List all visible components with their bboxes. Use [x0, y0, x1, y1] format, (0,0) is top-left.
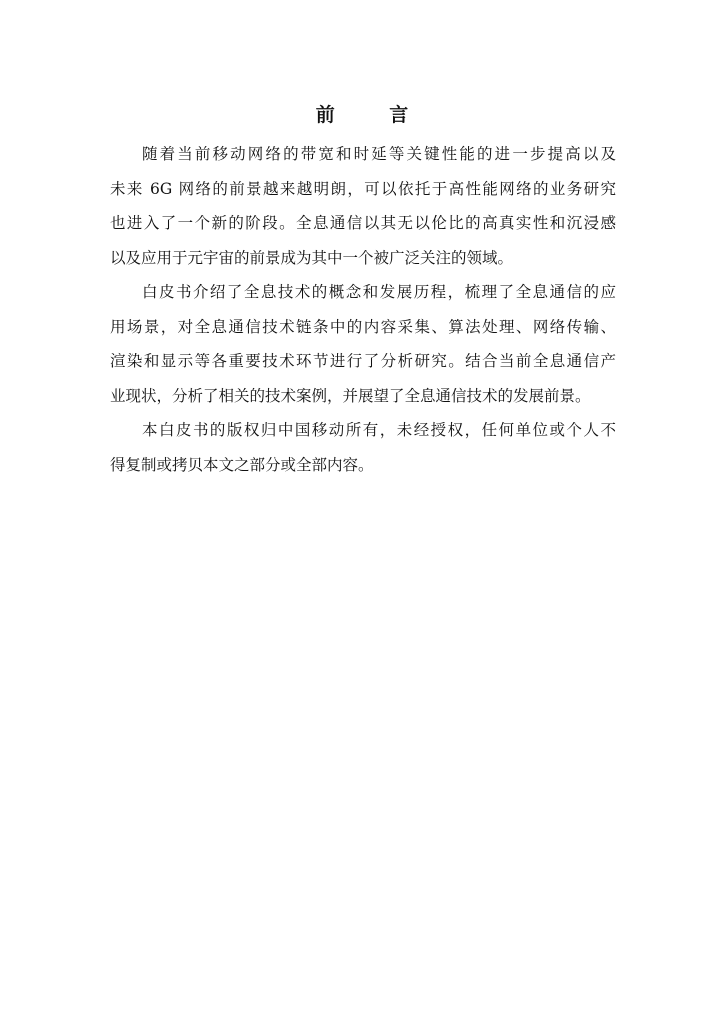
paragraph-line: 用场景，对全息通信技术链条中的内容采集、算法处理、网络传输、: [110, 317, 616, 336]
paragraph-line: 得复制或拷贝本文之部分或全部内容。: [110, 455, 374, 474]
paragraph-copyright: [110, 413, 616, 482]
paragraph-line: 未来 6G 网络的前景越来越明朗，可以依托于高性能网络的业务研究: [110, 179, 616, 198]
paragraph-intro: [110, 137, 616, 275]
paragraph-summary: [110, 275, 616, 413]
paragraph-line: 渲染和显示等各重要技术环节进行了分析研究。结合当前全息通信产: [110, 352, 616, 370]
paragraph-line: 也进入了一个新的阶段。全息通信以其无以伦比的高真实性和沉浸感: [110, 214, 616, 232]
paragraph-line: 白皮书介绍了全息技术的概念和发展历程，梳理了全息通信的应: [142, 283, 616, 301]
paragraph-line: 以及应用于元宇宙的前景成为其中一个被广泛关注的领域。: [110, 248, 514, 267]
paragraph-line: 本白皮书的版权归中国移动所有，未经授权，任何单位或个人不: [142, 421, 616, 439]
paragraph-line: 业现状，分析了相关的技术案例，并展望了全息通信技术的发展前景。: [110, 386, 591, 405]
paragraph-line: 随着当前移动网络的带宽和时延等关键性能的进一步提高以及: [142, 145, 616, 163]
page-title: 前 言: [315, 104, 433, 126]
document-body: [110, 137, 616, 482]
